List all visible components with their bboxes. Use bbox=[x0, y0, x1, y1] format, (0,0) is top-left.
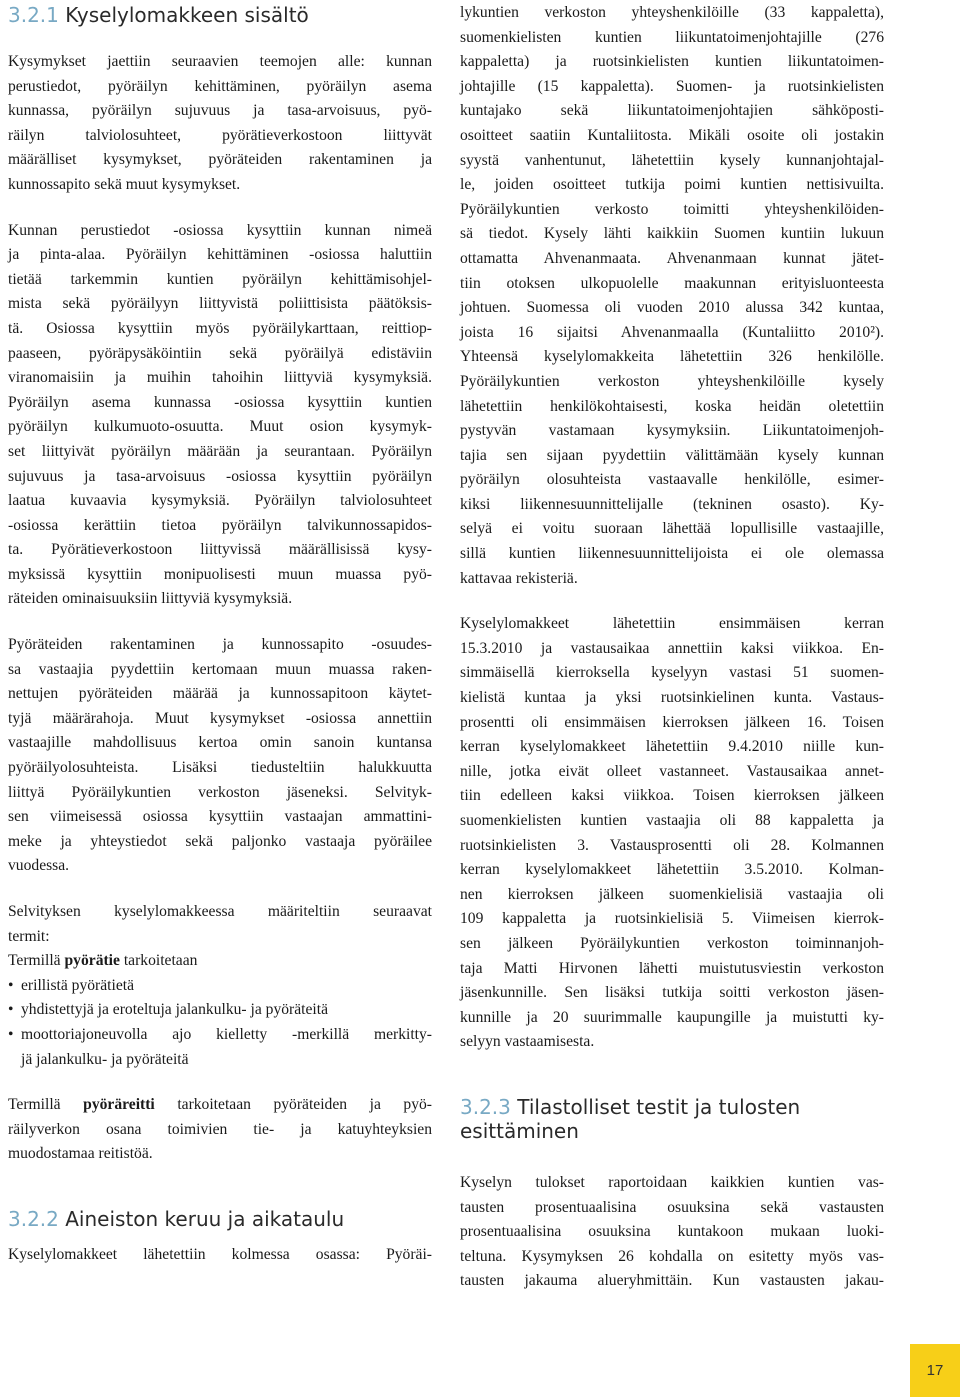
text-line: sä tiedot. Kysely lähti kaikkiin Suomen kuntiin lukuun bbox=[460, 225, 884, 243]
text-line: syystä vanhentunut, lähetettiin kysely kunnanjohtajal- bbox=[460, 151, 884, 169]
text-line: tausten prosentuaalisina osuuksina sekä vastausten bbox=[460, 1198, 884, 1216]
page-number: 17 bbox=[910, 1344, 960, 1397]
text-line: prosentuaalisina osuuksina kuntakoon mukaan luoki- bbox=[460, 1223, 884, 1241]
text-line: osoitteet saatiin Kuntaliitosta. Mikäli osoite oli jostakin bbox=[460, 126, 884, 144]
text-line: kunnassa, pyöräilyn sujuvuus ja tasa-arvoisuus, pyö- bbox=[8, 102, 432, 120]
text-line: teltuna. Kysymyksen 26 kohdalla on esitetty myös vas- bbox=[460, 1247, 884, 1265]
text-line: tiin edelleen kaksi viikkoa. Toisen kierroksen jälkeen bbox=[460, 787, 884, 805]
text-line: meke ja yhteystiedot sekä paljonko vastaaja pyöräilee bbox=[8, 832, 432, 850]
text-line: sen jälkeen Pyöräilykuntien verkoston toiminnanjoh- bbox=[460, 934, 884, 952]
text-line: prosentti oli ensimmäisen kierroksen jälkeen 16. Toisen bbox=[460, 713, 884, 731]
text-line: vastaajille mahdollisuus kertoa omin sanoin kuntansa bbox=[8, 734, 432, 752]
left-column bbox=[8, 0, 432, 1268]
list-item: • erillistä pyörätietä bbox=[8, 974, 432, 999]
text-line: kerran kyselylomakkeet lähetettiin 9.4.2010 niille kun- bbox=[460, 738, 884, 756]
paragraph-terms-intro bbox=[8, 900, 432, 974]
text-line: kunnossapito sekä muut kysymykset. bbox=[8, 175, 241, 193]
paragraph-collection-cont bbox=[460, 1, 884, 591]
text-line: Pyöräilykuntien verkosto toimitti yhteyshenkilöiden- bbox=[460, 200, 884, 218]
text-line: tajia sen sijaan pyydettiin välittämään kysely kunnan bbox=[460, 446, 884, 464]
term-keyword: pyörätie bbox=[64, 952, 120, 970]
text-line: määrälliset kysymykset, pyöräteiden rakentaminen ja bbox=[8, 151, 432, 169]
text-line: lykuntien verkoston yhteyshenkilöille (33 kappaletta), bbox=[460, 4, 884, 21]
heading-3-2-2 bbox=[8, 1207, 432, 1231]
text-line: pyöräilyn olosuhteista vastaavalle henkilölle, esimer- bbox=[460, 471, 884, 489]
text-line: räilyn talviolosuhteet, pyörätieverkostoon liittyvät bbox=[8, 126, 432, 144]
text-line: kunnille ja 20 suurimmalle kaupungille ja muistutti ky- bbox=[460, 1008, 884, 1026]
text-line: perustiedot, pyöräilyn kehittäminen, pyöräilyn asema bbox=[8, 77, 432, 95]
text-line: Pyöräilykuntien verkoston yhteyshenkilöille kysely bbox=[460, 372, 884, 390]
text-line: laatua kuvaavia kysymyksiä. Pyöräilyn talviolosuhteet bbox=[8, 492, 432, 510]
text-line: pyöräilyn kulkumuoto-osuutta. Muut osion kysymyk- bbox=[8, 418, 432, 436]
text-line: kiksi liikennesuunnittelijalle (tekninen osasto). Ky- bbox=[460, 495, 884, 513]
text-line: nettujen pyöräteiden määrää ja kunnossapitoon käytet- bbox=[8, 685, 432, 703]
heading-title: Aineiston keruu ja aikataulu bbox=[58, 1206, 345, 1231]
heading-3-2-1 bbox=[8, 3, 432, 27]
text-line: johtajille (15 kappaletta). Suomen- ja ruotsinkielisten bbox=[460, 77, 884, 95]
text-line: Kyselylomakkeet lähetettiin kolmessa osassa: Pyöräi- bbox=[8, 1245, 432, 1263]
term-keyword: pyöräreitti bbox=[83, 1096, 155, 1114]
paragraph-sections bbox=[8, 219, 432, 613]
text-line: Pyöräilyn asema kunnassa -osiossa kysyttiin kuntien bbox=[8, 393, 432, 411]
text-line: räilyverkon osana toimivien tie- ja katuyhteyksien bbox=[8, 1120, 432, 1138]
text-line: ta. Pyörätieverkostoon liittyvissä määrällisissä kysy- bbox=[8, 541, 432, 559]
text-line: joista 16 sijaitsi Ahvenanmaalla (Kuntaliitto 2010²). bbox=[460, 323, 884, 341]
text-line: taja Matti Hirvonen lähetti muistutusviestin verkoston bbox=[460, 959, 884, 977]
text-line: Kyselylomakkeet lähetettiin ensimmäisen kerran bbox=[460, 615, 884, 633]
text-line: -osiossa kerättiin tietoa pyöräilyn talvikunnossapidos- bbox=[8, 516, 432, 534]
right-column bbox=[460, 0, 884, 1294]
term-bullet-list bbox=[8, 974, 432, 1072]
text-line: kerran kyselylomakkeet lähetettiin 3.5.2010. Kolman- bbox=[460, 861, 884, 879]
paragraph-collection-start bbox=[8, 1243, 432, 1268]
text-line: kappaletta) ja ruotsinkielisten kuntien liikuntatoimen- bbox=[460, 53, 884, 71]
text-line: le, joiden osoitteet tutkija poimi kuntien nettisivuilta. bbox=[460, 176, 884, 194]
text-line: selyä ei voitu suoraan lähettää lopullisille vastaajille, bbox=[460, 520, 884, 538]
text-line: kielistä kuntaa ja yksi ruotsinkielinen kunta. Vastaus- bbox=[460, 689, 884, 707]
heading-3-2-3 bbox=[460, 1095, 884, 1143]
text-line: lähetettiin henkilökohtaisesti, koska heidän oletettiin bbox=[460, 397, 884, 415]
text-line: sujuvuus ja tasa-arvoisuus -osiossa kysyttiin pyöräilyn bbox=[8, 467, 432, 485]
text-line: Kysymykset jaettiin seuraavien teemojen alle: kunnan bbox=[8, 53, 432, 70]
term-pyoratie: Termillä pyörätie tarkoitetaan bbox=[8, 952, 198, 970]
heading-number: 3.2.3 bbox=[460, 1094, 511, 1119]
heading-number: 3.2.2 bbox=[8, 1206, 59, 1231]
text-line: nen kierroksen jälkeen suomenkielisiä vastaajia oli bbox=[460, 885, 884, 903]
text-line: mista sekä pyöräilyyn liittyvistä poliittisista päätöksis- bbox=[8, 295, 432, 313]
paragraph-term-pyorareitti bbox=[8, 1093, 432, 1167]
text-line: sa vastaajia pyydettiin kertomaan muun muassa raken- bbox=[8, 660, 432, 678]
text-line: tietää tarkemmin kuntien pyöräilyn kehittämisohjel- bbox=[8, 270, 432, 288]
text-line: tiin otoksen ulkopuolelle maakunnan erityisluonteesta bbox=[460, 274, 884, 292]
heading-title: Tilastolliset testit ja tulosten bbox=[510, 1094, 801, 1119]
text-line: Yhteensä kyselylomakkeita lähetettiin 326 henkilölle. bbox=[460, 348, 884, 366]
text-line: pyöräilyolosuhteista. Lisäksi tiedusteltiin halukkuutta bbox=[8, 759, 432, 777]
text-line: sillä kuntien liikennesuunnittelijoista ei ole olemassa bbox=[460, 545, 884, 563]
text-line: suomenkielisten kuntien vastaajia oli 88 kappaletta ja bbox=[460, 812, 884, 829]
text-line: myksissä kysyttiin monipuolisesti muun muassa pyö- bbox=[8, 565, 432, 583]
text-line: kattavaa rekisteriä. bbox=[460, 569, 578, 587]
text-line: Termillä pyöräreitti tarkoitetaan pyöräteiden ja pyö- bbox=[8, 1096, 433, 1114]
text-line: termit: bbox=[8, 927, 50, 945]
text-line: 15.3.2010 ja vastausaikaa annettiin kaksi viikkoa. En- bbox=[460, 639, 884, 657]
list-item: • moottoriajoneuvolla ajo kielletty -merkillä merkitty- jä jalankulku- ja pyöräteitä bbox=[8, 1023, 432, 1072]
text-line: Selvityksen kyselylomakkeessa määriteltiin seuraavat bbox=[8, 903, 432, 920]
paragraph-statistics bbox=[460, 1171, 884, 1294]
heading-title: Kyselylomakkeen sisältö bbox=[58, 3, 309, 27]
text-line: jäsenkunnille. Sen lisäksi tutkija soitti verkoston jäsen- bbox=[460, 984, 884, 1002]
list-item: • yhdistettyjä ja eroteltuja jalankulku- ja pyöräteitä bbox=[8, 998, 432, 1023]
text-line: set liittyivät pyöräilyn määrään ja seurantaan. Pyöräilyn bbox=[8, 442, 432, 460]
text-line: 109 kappaletta ja ruotsinkielisiä 5. Viimeisen kierrok- bbox=[460, 910, 884, 928]
text-line: ja pinta-alaa. Pyöräilyn kehittäminen -osiossa haluttiin bbox=[8, 246, 432, 264]
text-line: Pyöräteiden rakentaminen ja kunnossapito -osuudes- bbox=[8, 636, 432, 654]
text-line: kuntajako sekä liikuntatoimenjohtajien sähköposti- bbox=[460, 102, 884, 120]
heading-number: 3.2.1 bbox=[8, 3, 59, 27]
text-line: tä. Osiossa kysyttiin myös pyöräilykarttaan, reittiop- bbox=[8, 319, 432, 337]
text-line: muodostamaa reitistöä. bbox=[8, 1145, 153, 1163]
text-line: pystyvän vastamaan kysymyksiin. Liikuntatoimenjoh- bbox=[460, 422, 884, 440]
text-line: selyyn vastaamisesta. bbox=[460, 1033, 595, 1051]
text-line: ottamatta Ahvenanmaata. Ahvenanmaan kunnat jätet- bbox=[460, 249, 884, 267]
text-line: ruotsinkielisten 3. Vastausprosentti oli 28. Kolmannen bbox=[460, 836, 884, 854]
text-line: johtuen. Suomessa oli vuoden 2010 alussa 342 kuntaa, bbox=[460, 299, 884, 317]
text-line: nille, jotka eivät olleet vastanneet. Vastausaikaa annet- bbox=[460, 762, 884, 780]
text-line: räteiden ominaisuuksiin liittyviä kysymyksiä. bbox=[8, 590, 293, 608]
text-line: Kunnan perustiedot -osiossa kysyttiin kunnan nimeä bbox=[8, 221, 432, 239]
paragraph-rounds bbox=[460, 612, 884, 1055]
text-line: suomenkielisten kuntien liikuntatoimenjohtajille (276 bbox=[460, 28, 884, 46]
paragraph-themes bbox=[8, 50, 432, 198]
text-line: tausten jakauma alueryhmittäin. Kun vastausten jakau- bbox=[460, 1272, 884, 1290]
text-line: paaseen, pyöräpysäköintiin sekä pyöräilyä edistäviin bbox=[8, 344, 432, 362]
text-line: liittyä Pyöräilykuntien verkoston jäseneksi. Selvityk- bbox=[8, 783, 432, 801]
text-line: Kyselyn tulokset raportoidaan kaikkien kuntien vas- bbox=[460, 1173, 884, 1191]
text-line: sen viimeisessä osiossa kysyttiin vastaajan ammattini- bbox=[8, 808, 432, 826]
text-line: viranomaisiin ja muihin tahoihin liittyviä kysymyksiä. bbox=[8, 369, 432, 387]
heading-title-cont: esittäminen bbox=[460, 1118, 579, 1143]
paragraph-maintenance bbox=[8, 633, 432, 879]
text-line: simmäisellä kierroksella kyselyyn vastasi 51 suomen- bbox=[460, 664, 884, 682]
text-line: tyjä määrärahoja. Muut kysymykset -osiossa annettiin bbox=[8, 709, 432, 727]
text-line: vuodessa. bbox=[8, 857, 70, 875]
